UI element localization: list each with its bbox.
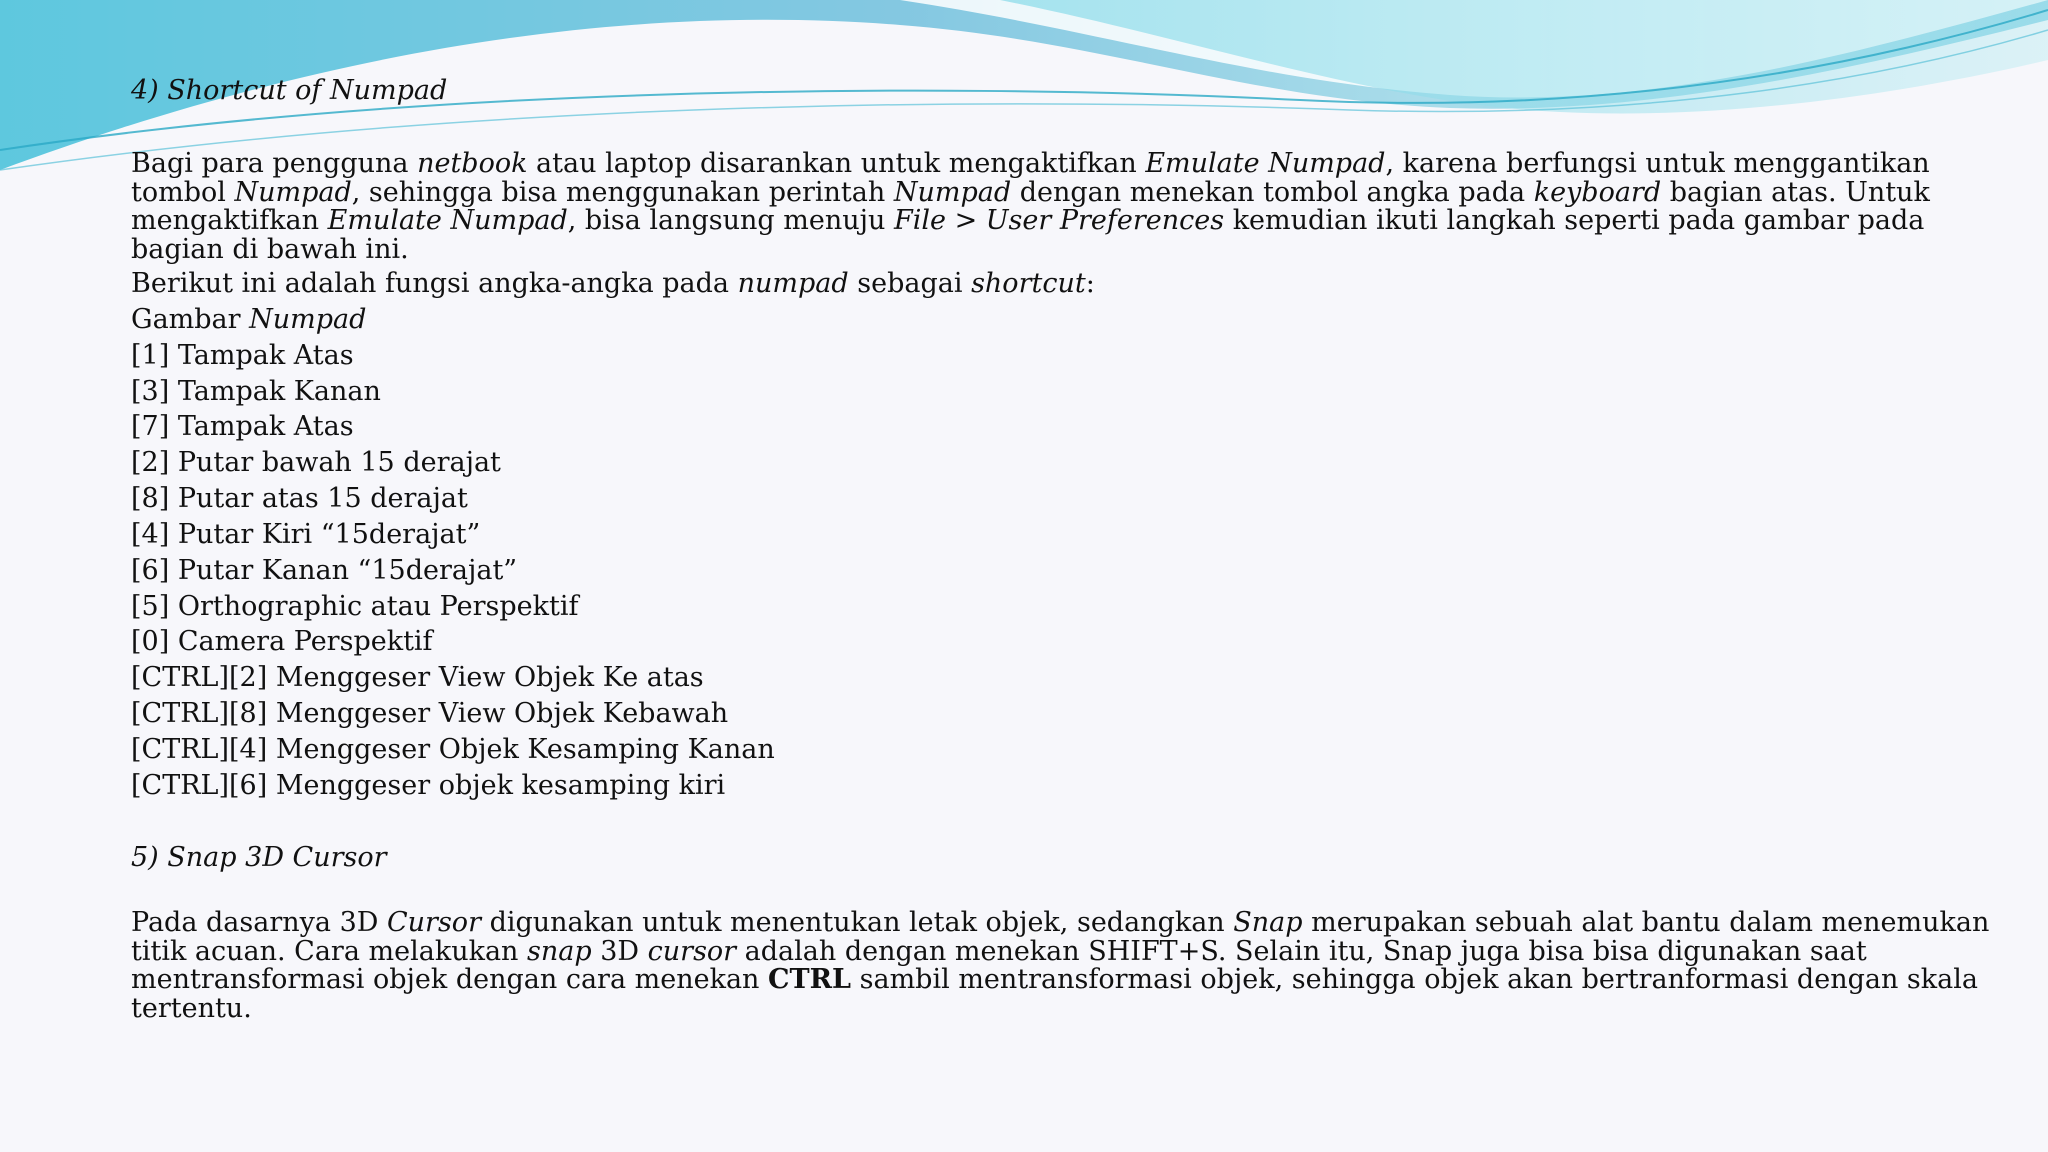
shortcut-item: [CTRL][4] Menggeser Objek Kesamping Kanan bbox=[131, 734, 775, 765]
shortcut-item: [CTRL][8] Menggeser View Objek Kebawah bbox=[131, 698, 729, 729]
text-run: adalah dengan menekan SHIFT+S. Selain itu, Snap juga bisa bisa digunakan saat bbox=[736, 935, 1867, 967]
italic-run: Snap bbox=[1233, 907, 1303, 938]
shortcut-item: [7] Tampak Atas bbox=[131, 411, 354, 442]
text-run: atau laptop disarankan untuk mengaktifkan bbox=[527, 148, 1146, 179]
text-run: digunakan untuk menentukan letak objek, sedangkan bbox=[480, 907, 1234, 938]
paragraph-line bbox=[131, 937, 1867, 966]
text-run: mengaktifkan bbox=[131, 205, 328, 236]
italic-run: numpad bbox=[737, 268, 849, 299]
paragraph-line bbox=[131, 994, 252, 1023]
paragraph-line bbox=[131, 965, 1978, 994]
text-run: merupakan sebuah alat bantu dalam menemukan bbox=[1302, 907, 1990, 938]
shortcut-item: [8] Putar atas 15 derajat bbox=[131, 483, 468, 514]
text-run: : bbox=[1085, 268, 1095, 299]
italic-run: Emulate Numpad bbox=[1145, 148, 1386, 179]
italic-run: keyboard bbox=[1533, 176, 1662, 208]
section4-heading: 4) Shortcut of Numpad bbox=[131, 75, 448, 106]
text-run: titik acuan. Cara melakukan bbox=[131, 935, 528, 967]
text-run: sebagai bbox=[848, 268, 972, 299]
text-run: bagian atas. Untuk bbox=[1661, 176, 1930, 208]
shortcut-item: [5] Orthographic atau Perspektif bbox=[131, 591, 579, 622]
italic-run: Numpad bbox=[234, 176, 352, 208]
italic-run: Numpad bbox=[249, 304, 367, 335]
italic-run: snap bbox=[527, 935, 592, 967]
italic-run: Cursor bbox=[387, 907, 481, 938]
shortcut-item: [CTRL][2] Menggeser View Objek Ke atas bbox=[131, 662, 704, 693]
shortcut-item: [1] Tampak Atas bbox=[131, 340, 354, 371]
italic-run: cursor bbox=[647, 935, 737, 967]
paragraph-line bbox=[131, 908, 1989, 937]
text-run: tombol bbox=[131, 176, 235, 208]
italic-run: Numpad bbox=[893, 176, 1012, 208]
text-run: , bisa langsung menuju bbox=[567, 205, 894, 236]
shortcut-item: [2] Putar bawah 15 derajat bbox=[131, 447, 501, 478]
section5-heading: 5) Snap 3D Cursor bbox=[131, 842, 387, 873]
shortcut-item: [3] Tampak Kanan bbox=[131, 376, 381, 407]
paragraph-line bbox=[131, 178, 1930, 207]
text-run: mentransformasi objek dengan cara menekan bbox=[131, 964, 769, 995]
text-run: Pada dasarnya 3D bbox=[131, 907, 387, 938]
bold-run: CTRL bbox=[768, 964, 852, 995]
paragraph-line bbox=[131, 206, 1924, 235]
shortcut-item: [0] Camera Perspektif bbox=[131, 626, 433, 657]
text-run: sambil mentransformasi objek, sehingga objek akan bertranformasi dengan skala bbox=[851, 964, 1978, 995]
text-run: , karena berfungsi untuk menggantikan bbox=[1385, 148, 1930, 179]
text-run: tertentu. bbox=[131, 992, 252, 1024]
shortcut-item: [6] Putar Kanan “15derajat” bbox=[131, 555, 518, 586]
text-run: 3D bbox=[591, 935, 648, 967]
text-run: Gambar bbox=[131, 304, 250, 335]
text-run: , sehingga bisa menggunakan perintah bbox=[351, 176, 894, 208]
shortcut-item: [4] Putar Kiri “15derajat” bbox=[131, 519, 481, 550]
shortcut-item: [CTRL][6] Menggeser objek kesamping kiri bbox=[131, 770, 726, 801]
text-run: Berikut ini adalah fungsi angka-angka pada bbox=[131, 268, 738, 299]
italic-run: File > User Preferences bbox=[894, 205, 1225, 236]
paragraph-line bbox=[131, 149, 1930, 178]
italic-run: shortcut bbox=[971, 268, 1086, 299]
numpad-caption bbox=[131, 305, 366, 334]
shortcut-intro-line bbox=[131, 269, 1095, 298]
text-run: Bagi para pengguna bbox=[131, 148, 418, 179]
text-run: kemudian ikuti langkah seperti pada gambar pada bbox=[1224, 205, 1925, 236]
italic-run: netbook bbox=[417, 148, 528, 179]
paragraph-line bbox=[131, 235, 409, 264]
text-run: dengan menekan tombol angka pada bbox=[1011, 176, 1534, 208]
italic-run: Emulate Numpad bbox=[327, 205, 568, 236]
text-run: bagian di bawah ini. bbox=[131, 233, 409, 265]
